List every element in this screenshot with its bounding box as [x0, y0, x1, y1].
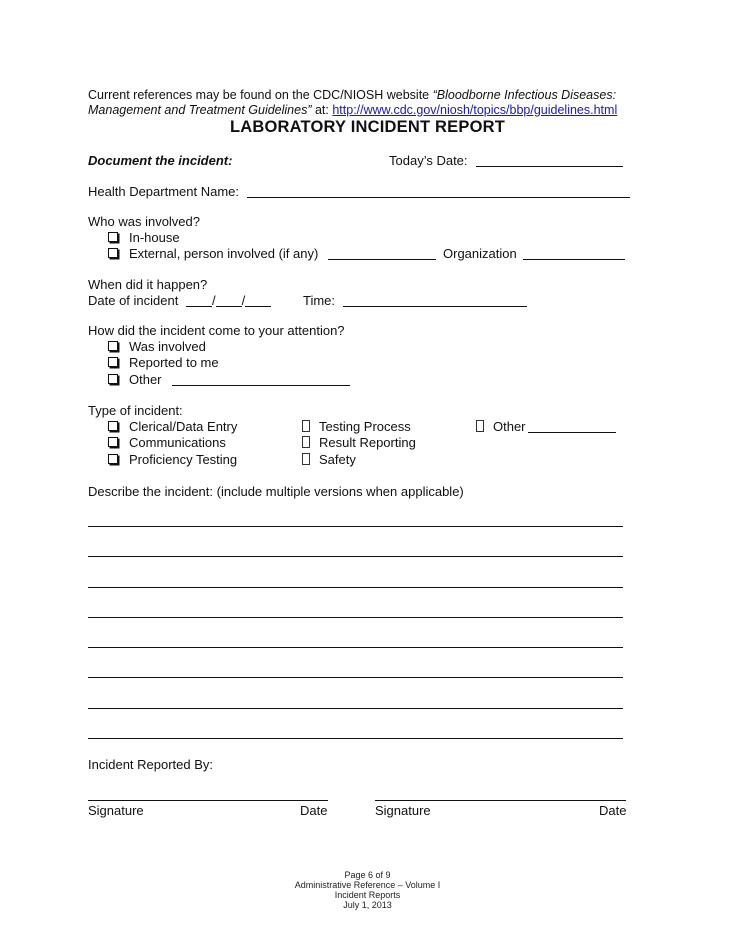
signature-line-2[interactable]	[375, 800, 626, 801]
date-separator: /	[211, 293, 216, 308]
checkbox-icon	[302, 453, 310, 465]
reference-at: at:	[311, 103, 333, 117]
checkbox-icon	[108, 421, 118, 431]
footer-reference: Administrative Reference – Volume I	[294, 880, 441, 890]
checkbox-result-reporting[interactable]	[302, 435, 416, 450]
signature-label-1: Signature	[88, 803, 144, 818]
other-attention-field[interactable]	[172, 385, 350, 386]
checkbox-in-house[interactable]	[108, 230, 180, 245]
when-label: When did it happen?	[88, 277, 208, 292]
footer-section: Incident Reports	[334, 890, 401, 900]
who-involved-label: Who was involved?	[88, 214, 200, 229]
incident-day-field[interactable]	[216, 295, 242, 307]
type-label: Type of incident:	[88, 403, 183, 418]
checkbox-icon	[108, 248, 118, 258]
health-dept-label: Health Department Name:	[88, 184, 240, 199]
date-of-incident-label: Date of incident	[88, 293, 179, 308]
checkbox-proficiency[interactable]	[108, 452, 237, 467]
checkbox-icon	[108, 437, 118, 447]
option-label: Reported to me	[129, 355, 219, 370]
other-type-field[interactable]	[528, 432, 616, 433]
checkbox-reported-to-me[interactable]	[108, 355, 219, 370]
checkbox-external[interactable]	[108, 246, 318, 261]
organization-field[interactable]	[523, 259, 625, 260]
describe-line[interactable]	[88, 677, 623, 678]
option-label: Testing Process	[319, 419, 411, 434]
document-incident-label: Document the incident:	[88, 153, 233, 168]
reference-line-1	[88, 88, 658, 103]
describe-line[interactable]	[88, 526, 623, 527]
reference-text: Current references may be found on the CDC/NIOSH website	[88, 88, 433, 102]
option-label: Safety	[319, 452, 356, 467]
external-person-field[interactable]	[328, 259, 436, 260]
describe-line[interactable]	[88, 617, 623, 618]
date-label-1: Date	[300, 803, 328, 818]
option-label: Result Reporting	[319, 435, 416, 450]
describe-line[interactable]	[88, 708, 623, 709]
signature-line-1[interactable]	[88, 800, 328, 801]
option-label: In-house	[129, 230, 180, 245]
page-title: LABORATORY INCIDENT REPORT	[229, 118, 506, 136]
footer-page: Page 6 of 9	[344, 870, 391, 880]
reference-line-2	[88, 103, 658, 118]
checkbox-other-attention[interactable]	[108, 372, 162, 387]
date-label-2: Date	[599, 803, 627, 818]
describe-line[interactable]	[88, 556, 623, 557]
option-label: Proficiency Testing	[129, 452, 238, 467]
signature-label-2: Signature	[375, 803, 431, 818]
reported-by-label: Incident Reported By:	[88, 757, 214, 772]
checkbox-other-type[interactable]	[476, 419, 526, 434]
option-label: Other	[129, 372, 162, 387]
todays-date-field[interactable]	[476, 166, 623, 167]
time-field[interactable]	[343, 306, 527, 307]
time-label: Time:	[303, 293, 336, 308]
health-dept-field[interactable]	[247, 197, 630, 198]
option-label: Clerical/Data Entry	[129, 419, 238, 434]
checkbox-clerical[interactable]	[108, 419, 237, 434]
checkbox-icon	[108, 357, 118, 367]
option-label: Was involved	[129, 339, 206, 354]
checkbox-icon	[302, 436, 310, 448]
reference-title: “Bloodborne Infectious Diseases:	[432, 88, 617, 102]
checkbox-icon	[476, 420, 484, 432]
incident-month-field[interactable]	[186, 295, 212, 307]
option-label: Other	[493, 419, 526, 434]
describe-label: Describe the incident: (include multiple versions when applicable)	[88, 484, 464, 499]
footer-date: July 1, 2013	[343, 900, 392, 910]
checkbox-icon	[108, 232, 118, 242]
reference-title-cont: Management and Treatment Guidelines”	[88, 103, 312, 117]
checkbox-icon	[108, 374, 118, 384]
incident-year-field[interactable]	[245, 295, 271, 307]
checkbox-testing-process[interactable]	[302, 419, 411, 434]
date-separator: /	[241, 293, 246, 308]
attention-label: How did the incident come to your attention?	[88, 323, 345, 338]
todays-date-label: Today’s Date:	[389, 153, 468, 168]
checkbox-was-involved[interactable]	[108, 339, 206, 354]
organization-label: Organization	[443, 246, 517, 261]
checkbox-icon	[108, 454, 118, 464]
checkbox-safety[interactable]	[302, 452, 356, 467]
describe-line[interactable]	[88, 738, 623, 739]
option-label: Communications	[129, 435, 226, 450]
checkbox-icon	[108, 341, 118, 351]
checkbox-communications[interactable]	[108, 435, 226, 450]
date-of-incident-row	[88, 293, 271, 308]
describe-line[interactable]	[88, 587, 623, 588]
checkbox-icon	[302, 420, 310, 432]
option-label: External, person involved (if any)	[129, 246, 319, 261]
describe-line[interactable]	[88, 647, 623, 648]
guidelines-link[interactable]: http://www.cdc.gov/niosh/topics/bbp/guidelines.html	[332, 103, 618, 117]
